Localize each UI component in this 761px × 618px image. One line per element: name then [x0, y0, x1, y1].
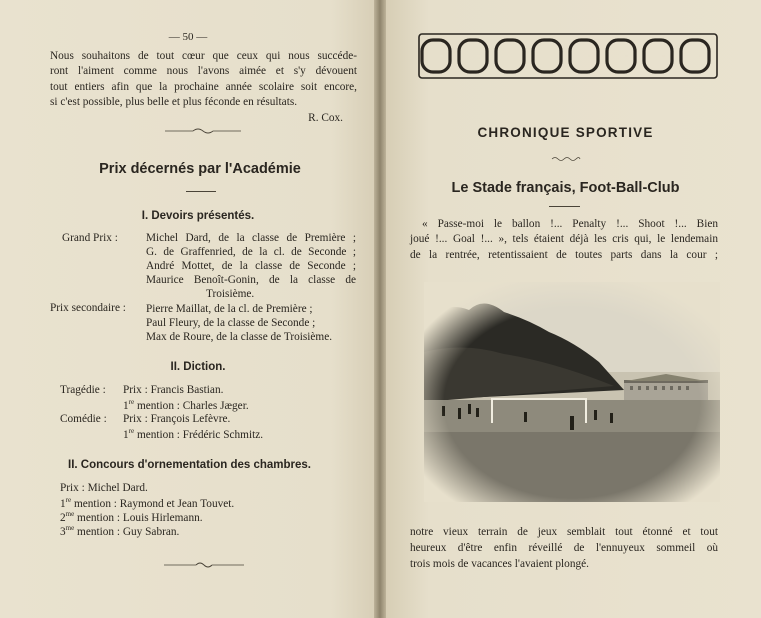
- section3-mention-3: [60, 524, 179, 538]
- laureate-line: Michel Dard, de la classe de Première ;: [146, 232, 356, 244]
- decorative-header-band: [418, 33, 718, 79]
- mention-label: mention :: [77, 525, 121, 538]
- laureate-line: Max de Roure, de la classe de Troisième.: [146, 331, 333, 343]
- laureate-name: Raymond et Jean Touvet.: [119, 497, 235, 510]
- grand-prix-label: Grand Prix :: [62, 232, 118, 244]
- mention-label: mention :: [136, 428, 180, 441]
- section1-heading: I. Devoirs présentés.: [141, 210, 255, 222]
- comedie-mention-row: [123, 427, 263, 441]
- intro-line: si c'est possible, plus belle et plus féconde en résultats.: [50, 95, 298, 108]
- tragedie-prix-row: [123, 384, 223, 396]
- laureate-name: Frédéric Schmitz.: [182, 428, 264, 441]
- laureate-name: François Lefèvre.: [150, 413, 231, 425]
- laureate-name: Charles Jæger.: [182, 399, 249, 412]
- knot-loop: [533, 40, 561, 72]
- tragedie-mention-row: [123, 398, 249, 412]
- ordinal-suffix: me: [65, 510, 75, 518]
- ordinal: 1: [60, 497, 66, 510]
- signature: R. Cox.: [308, 112, 343, 124]
- knot-loop: [607, 40, 635, 72]
- section3-mention-1: [60, 496, 234, 510]
- ordinal: 1: [123, 399, 129, 412]
- title-rule: [186, 191, 216, 192]
- page-number: — 50 —: [168, 31, 208, 43]
- ordinal: 1: [123, 428, 129, 441]
- section3-mention-2: [60, 510, 203, 524]
- prix-secondaire-label: Prix secondaire :: [50, 302, 126, 314]
- intro-paragraph: [50, 49, 357, 110]
- comedie-label: Comédie :: [60, 413, 107, 425]
- article-line: de la rentrée, retentissaient de toutes parts dans la cour ;: [410, 248, 718, 261]
- article-line: heureux d'être enfin réveillé de l'ennuyeux sommeil où: [410, 541, 718, 554]
- prize-title: Prix décernés par l'Académie: [99, 161, 301, 177]
- article-line: joué !... Goal !... », tels étaient déjà les cris qui, le lendemain: [410, 233, 718, 246]
- ornament-divider: [162, 561, 246, 569]
- wavy-divider: [551, 156, 581, 162]
- football-field-photo: [424, 282, 720, 502]
- article-line: trois mois de vacances l'avaient plongé.: [410, 557, 589, 570]
- intro-line: tout entiers afin que la prochaine année scolaire soit encore,: [50, 80, 357, 93]
- prix-label: Prix :: [123, 413, 148, 425]
- ordinal-suffix: re: [128, 427, 135, 435]
- mention-label: mention :: [77, 511, 121, 524]
- mention-label: mention :: [136, 399, 180, 412]
- book-gutter: [374, 0, 386, 618]
- ornament-divider: [163, 127, 243, 135]
- ordinal-suffix: me: [65, 524, 75, 532]
- laureate-name: Louis Hirlemann.: [122, 511, 203, 524]
- article-title: Le Stade français, Foot-Ball-Club: [451, 180, 680, 196]
- knot-loop: [422, 40, 450, 72]
- intro-line: ront l'aiment comme nous l'avons aimée et s'y dévouent: [50, 65, 357, 78]
- ordinal-suffix: re: [65, 496, 72, 504]
- section3-prix: Prix : Michel Dard.: [60, 482, 148, 494]
- laureate-line: Maurice Benoît-Gonin, de la classe de: [146, 273, 356, 286]
- tragedie-label: Tragédie :: [60, 384, 106, 396]
- laureate-line: G. de Graffenried, de la cl. de Seconde ;: [146, 245, 356, 258]
- knot-loop: [644, 40, 672, 72]
- laureate-name: Guy Sabran.: [122, 525, 180, 538]
- knot-loop: [681, 40, 709, 72]
- laureate-line: André Mottet, de la classe de Seconde ;: [146, 259, 356, 272]
- laureate-line: Paul Fleury, de la classe de Seconde ;: [146, 317, 316, 329]
- title-rule: [549, 206, 580, 207]
- mention-label: mention :: [73, 497, 117, 510]
- ordinal: 3: [60, 525, 66, 538]
- article-line: notre vieux terrain de jeux semblait tout étonné et tout: [410, 526, 718, 538]
- grand-prix-list: [146, 232, 356, 302]
- article-line: « Passe-moi le ballon !... Penalty !... Shoot !... Bien: [422, 218, 718, 230]
- section3-heading: II. Concours d'ornementation des chambres.: [68, 459, 312, 471]
- ordinal: 2: [60, 511, 66, 524]
- prix-label: Prix :: [123, 384, 148, 396]
- laureate-name: Francis Bastian.: [150, 384, 224, 396]
- intro-line: Nous souhaitons de tout cœur que ceux qui nous succéde-: [50, 50, 357, 62]
- laureate-line: Troisième.: [206, 287, 255, 300]
- section2-heading: II. Diction.: [170, 361, 226, 373]
- ordinal-suffix: re: [128, 398, 135, 406]
- comedie-prix-row: [123, 413, 230, 425]
- article-paragraph-1: [410, 217, 718, 263]
- knot-loop: [459, 40, 487, 72]
- prix-secondaire-list: [146, 302, 356, 344]
- chronique-title: CHRONIQUE SPORTIVE: [477, 125, 654, 140]
- knot-loop: [570, 40, 598, 72]
- laureate-line: Pierre Maillat, de la cl. de Première ;: [146, 303, 313, 315]
- article-paragraph-2: [410, 525, 718, 572]
- knot-loop: [496, 40, 524, 72]
